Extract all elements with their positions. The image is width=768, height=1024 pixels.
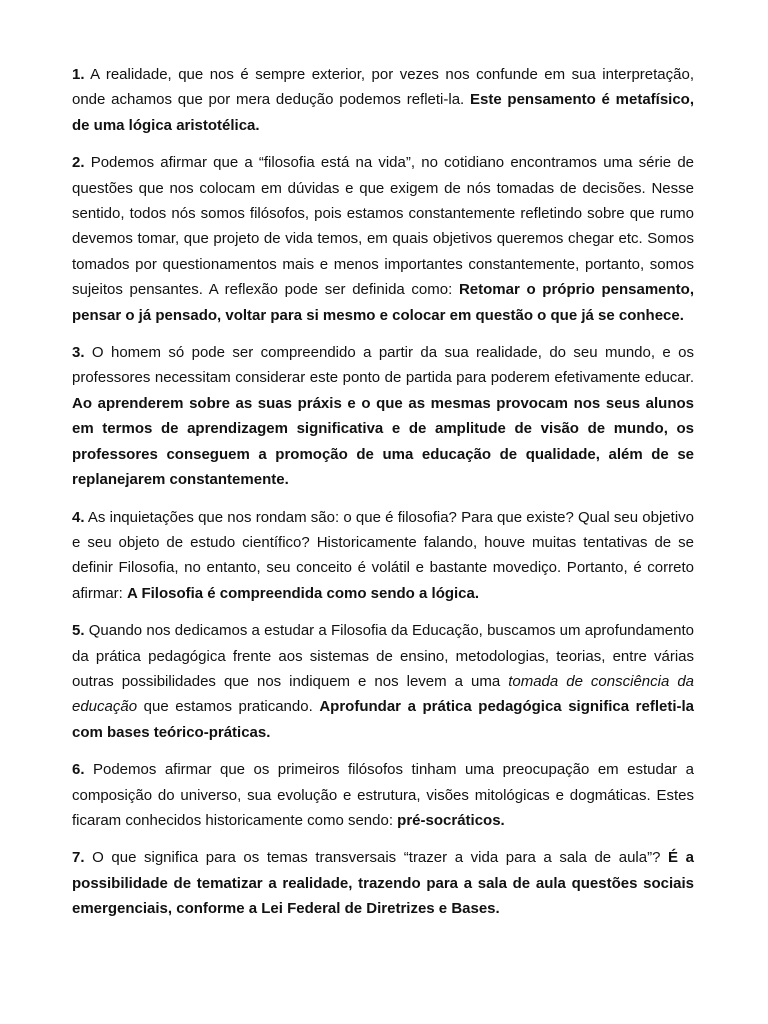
answer-text: Este pensamento é metafísico, de uma lógica aristotélica. [72,91,695,134]
question-text: Quando nos dedicamos a estudar a Filosofia da Educação, buscamos um aprofundamento da prática pedagógica frente aos sistemas de ensino, metodologias, teorias, entre várias outras possibilidades que nos indiquem e nos levem a uma [72,622,694,690]
question-text: Podemos afirmar que a “filosofia está na vida”, no cotidiano encontramos uma série de questões que nos colocam em dúvidas e que exigem de nós tomadas de decisões. Nesse sentido, todos nós somos filósofos, pois estamos constantemente refletindo sobre que rumo devemos tomar, que projeto de vida temos, em quais objetivos queremos chegar etc. Somos tomados por questionamentos mais e menos importantes constantemente, portanto, somos sujeitos pensantes. A reflexão pode ser definida como: [72,154,694,299]
question-text: O que significa para os temas transversais “trazer a vida para a sala de aula”? [84,849,669,867]
question-1 [72,62,694,138]
question-number: 2. [72,154,85,172]
document-page [72,62,694,934]
question-number: 6. [72,761,85,779]
question-6 [72,757,694,833]
question-2 [72,150,694,328]
answer-text: pré-socráticos. [397,811,505,829]
question-text-continued: que estamos praticando. [137,698,320,716]
question-number: 3. [72,344,85,362]
question-5 [72,618,694,745]
question-number: 5. [72,622,85,640]
question-3 [72,340,694,492]
question-4 [72,505,694,607]
question-text: O homem só pode ser compreendido a partir da sua realidade, do seu mundo, e os professores necessitam considerar este ponto de partida para poderem efetivamente educar. [72,344,694,387]
question-number: 1. [72,66,85,83]
emphasis-text: tomada de consciência da educação [72,672,695,716]
answer-text: Ao aprenderem sobre as suas práxis e o que as mesmas provocam nos seus alunos em termos de aprendizagem significativa e de amplitude de visão de mundo, os professores conseguem a promoção de uma educação de qualidade, além de se replanejarem constantemente. [72,394,694,489]
question-text: A realidade, que nos é sempre exterior, por vezes nos confunde em sua interpretação, onde achamos que por mera dedução podemos refleti-la. [72,66,694,109]
question-7 [72,845,694,921]
answer-text: É a possibilidade de tematizar a realidade, trazendo para a sala de aula questões sociais emergenciais, conforme a Lei Federal de Diretrizes e Bases. [72,849,694,918]
answer-text: Aprofundar a prática pedagógica significa refleti-la com bases teórico-práticas. [72,698,695,741]
answer-text: Retomar o próprio pensamento, pensar o já pensado, voltar para si mesmo e colocar em questão o que já se conhece. [72,281,694,324]
question-number: 4. [72,508,85,526]
question-number: 7. [72,849,85,867]
question-text: Podemos afirmar que os primeiros filósofos tinham uma preocupação em estudar a composição do universo, sua evolução e estrutura, visões mitológicas e dogmáticas. Estes ficaram conhecidos historicamente como sendo: [72,761,694,829]
question-text: As inquietações que nos rondam são: o que é filosofia? Para que existe? Qual seu objetivo e seu objeto de estudo científico? Historicamente falando, houve muitas tentativas de se definir Filosofia, no entanto, seu conceito é volátil e bastante movediço. Portanto, é correto afirmar: [72,508,694,602]
answer-text: A Filosofia é compreendida como sendo a lógica. [127,584,480,602]
